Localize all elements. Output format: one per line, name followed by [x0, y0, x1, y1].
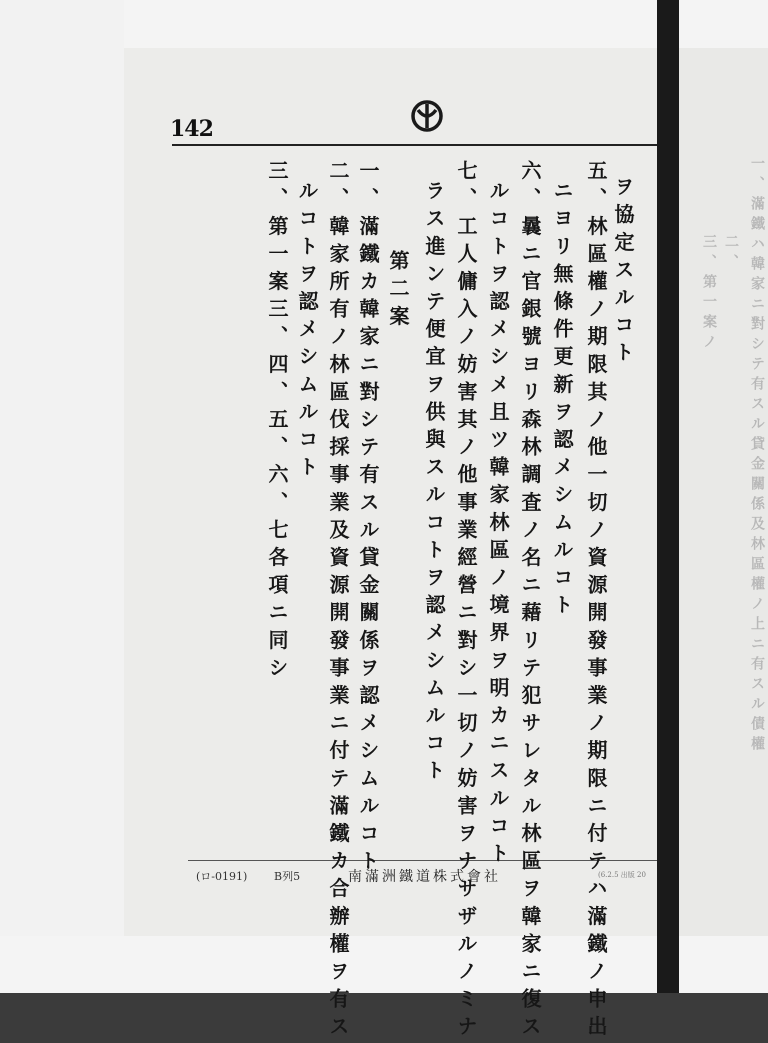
text-column: 三、第一案三、四、五、六、七各項ニ同シ	[265, 160, 289, 685]
facing-line: 三、第一案ノ	[701, 234, 717, 354]
document-page	[124, 48, 658, 936]
text-column: ルコトヲ認メシムルコト	[295, 180, 319, 484]
print-note: (6.2.5 出版 20	[598, 871, 646, 879]
publisher-name: 南滿洲鐵道株式會社	[348, 869, 501, 885]
page-number: 142	[170, 116, 213, 142]
binder-spine	[657, 0, 679, 993]
facing-line: 二、	[723, 234, 739, 274]
text-column: ラス進ンテ便宜ヲ供與スルコトヲ認メシムルコト	[422, 180, 446, 788]
facing-line: 一、滿鐵ハ韓家ニ對シテ有スル貸金關係及林區權ノ上ニ有スル債權	[749, 156, 765, 756]
text-column: ヲ協定スルコト	[611, 176, 635, 370]
text-column: 一、滿鐵カ韓家ニ對シテ有スル貸金關係ヲ認メシムルコト	[356, 160, 380, 878]
text-column: 五、林區權ノ期限其ノ他一切ノ資源開發事業ノ期限ニ付テハ滿鐵ノ申出	[584, 160, 608, 1043]
text-column: ニヨリ無條件更新ヲ認メシムルコト	[550, 180, 574, 622]
scan-background-left	[0, 0, 124, 993]
text-column: 六、曩ニ官銀號ヨリ森林調査ノ名ニ藉リテ犯サレタル林區ヲ韓家ニ復ス	[518, 160, 542, 1043]
form-code: (ロ-0191)	[196, 870, 248, 883]
header-rule	[172, 144, 658, 146]
company-logo-icon	[407, 96, 447, 136]
scan-background-bottom	[0, 936, 768, 993]
text-column: 七、工人傭入ノ妨害其ノ他事業經營ニ對シ一切ノ妨害ヲナサザルノミナ	[454, 160, 478, 1043]
text-column: ルコトヲ認メシメ且ツ韓家林區ノ境界ヲ明カニスルコト	[486, 180, 510, 870]
facing-page-edge	[679, 48, 768, 936]
text-column: 二、韓家所有ノ林區伐採事業及資源開發事業ニ付テ滿鐵カ合辦權ヲ有ス	[326, 160, 350, 1043]
paper-size: B列5	[274, 870, 301, 883]
text-column: 第二案	[386, 250, 410, 333]
